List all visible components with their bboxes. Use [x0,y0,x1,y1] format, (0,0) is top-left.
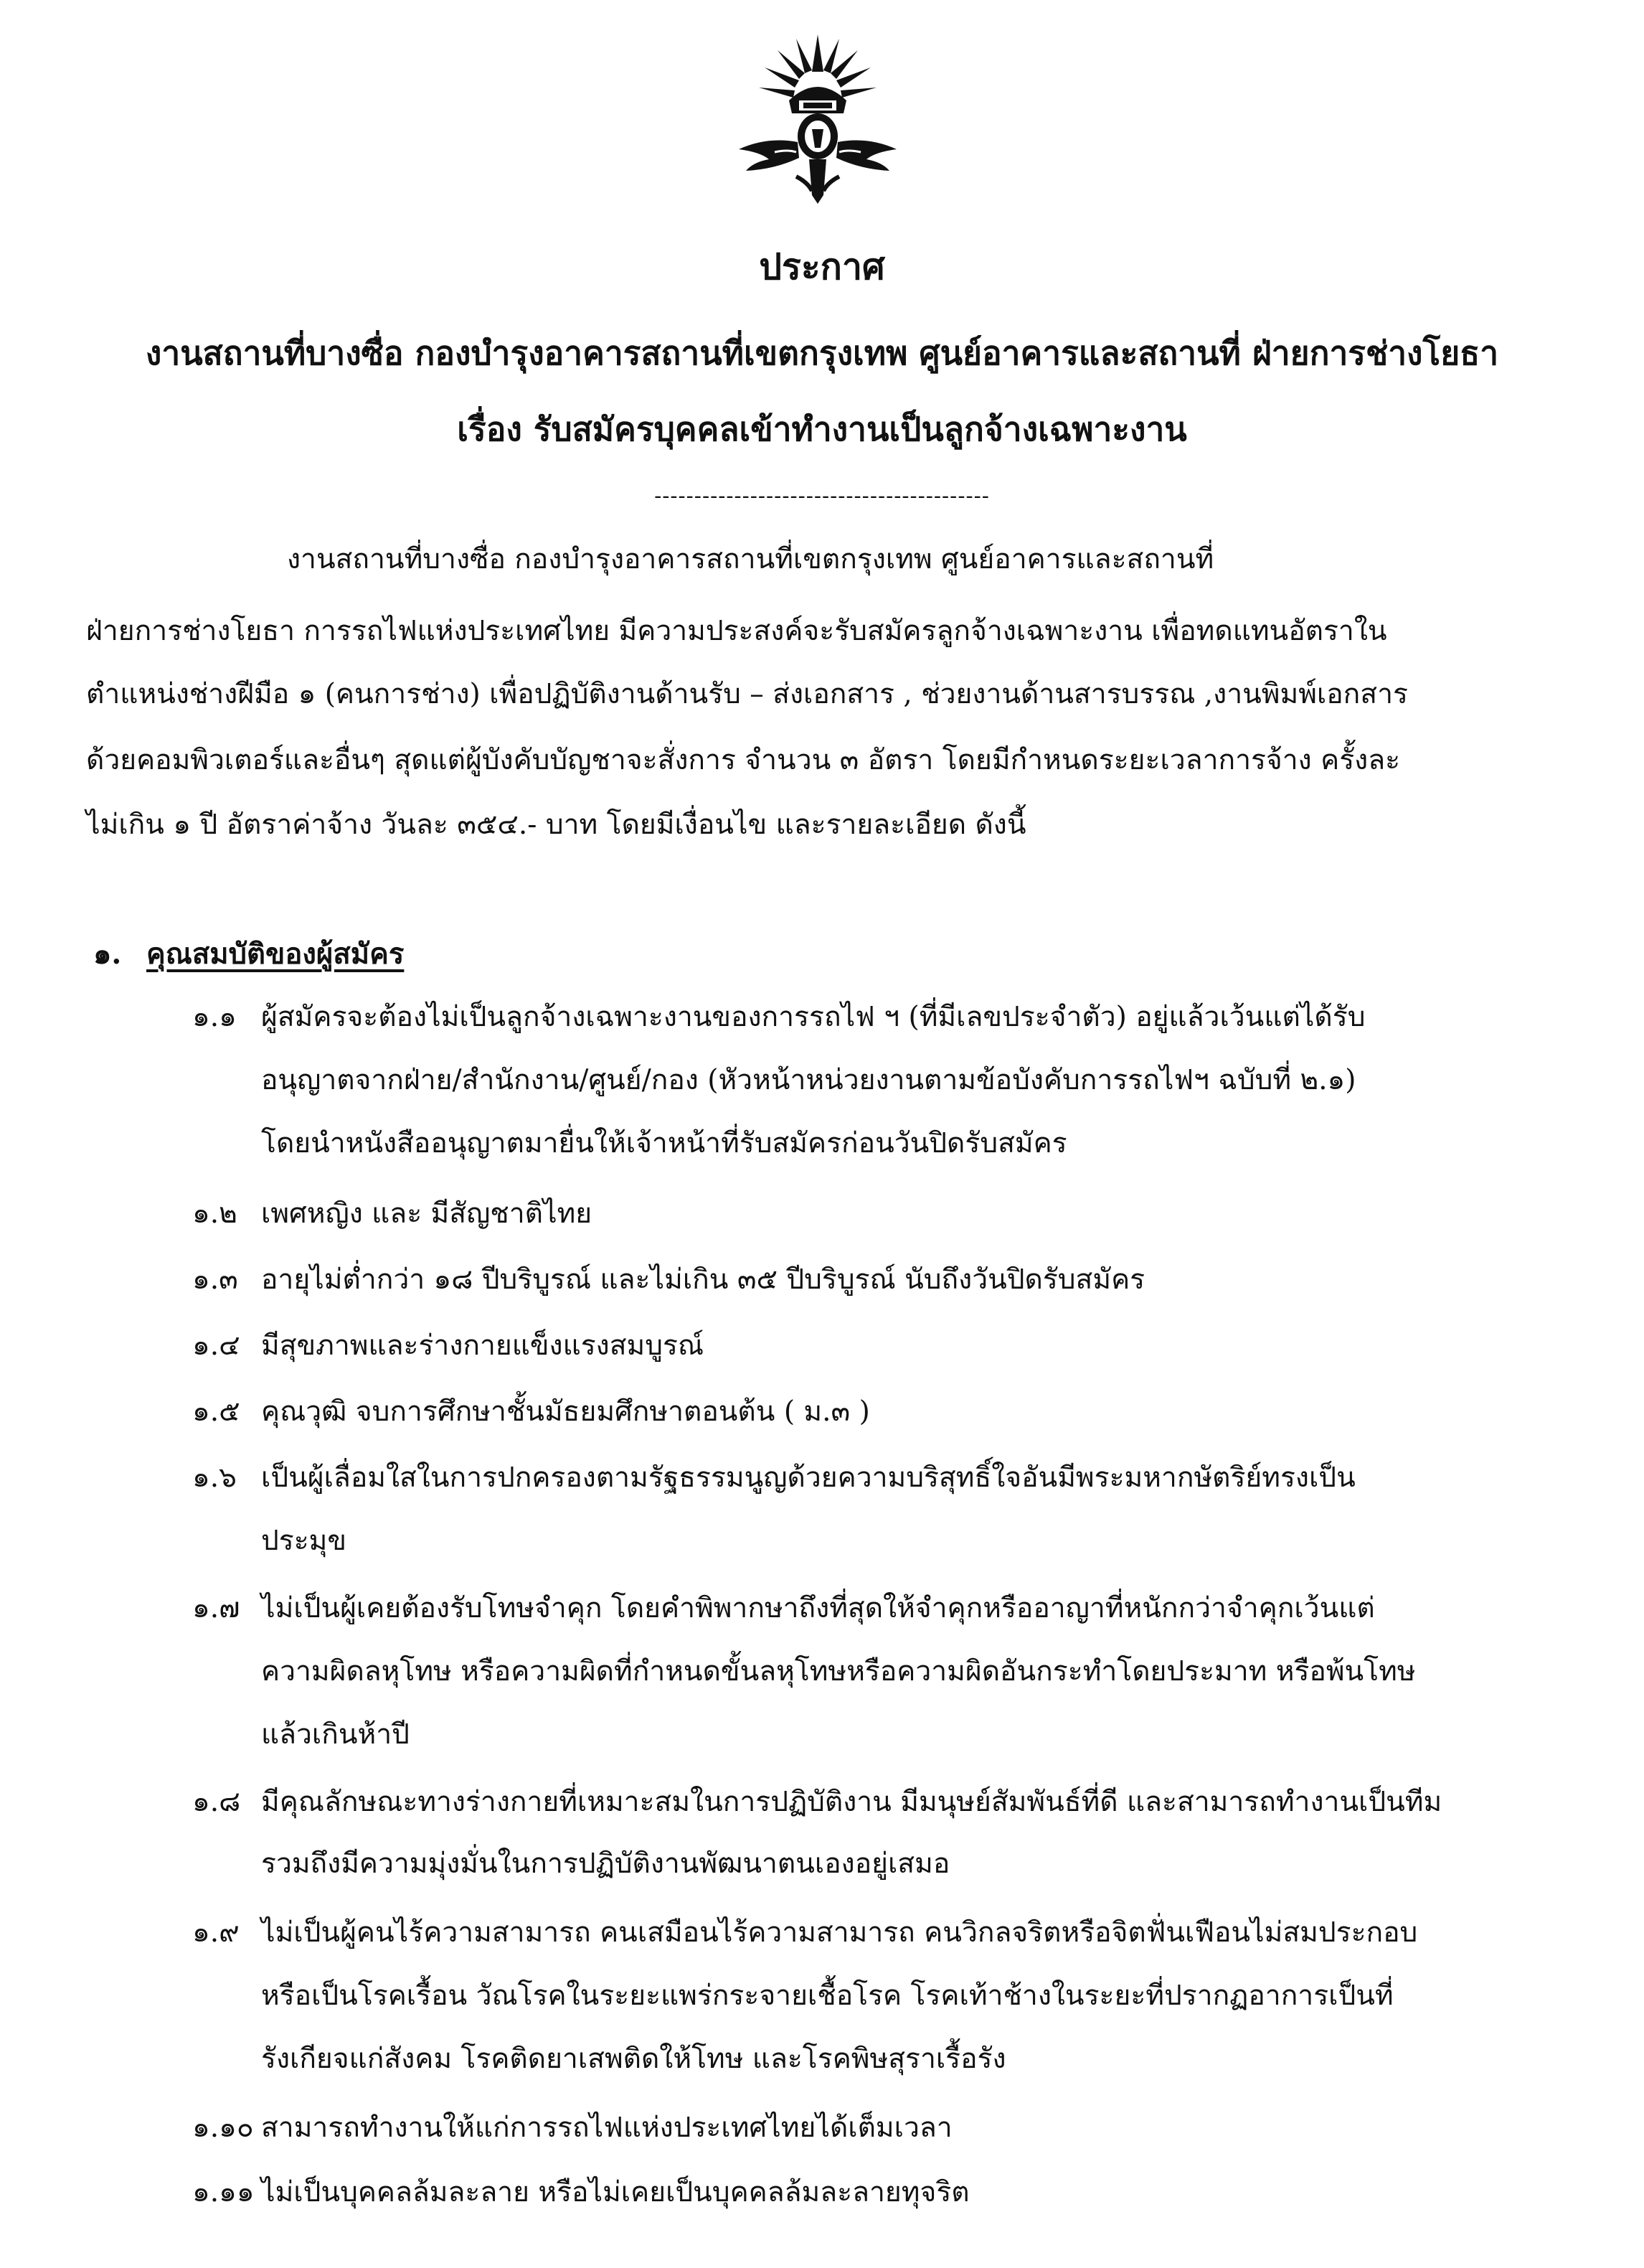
item-number: ๑.๖ [192,1462,237,1494]
item-number: ๑.๕ [192,1396,240,1428]
item-text: สามารถทำงานให้แก่การรถไฟแห่งประเทศไทยได้เต็มเวลา [261,2112,953,2144]
item-text: อายุไม่ต่ำกว่า ๑๘ ปีบริบูรณ์ และไม่เกิน ๓๕ ปีบริบูรณ์ นับถึงวันปิดรับสมัคร [261,1264,1145,1296]
item-number: ๑.๔ [192,1330,240,1362]
item-text: มีสุขภาพและร่างกายแข็งแรงสมบูรณ์ [261,1330,704,1362]
item-number: ๑.๘ [192,1786,241,1818]
item-text: ประมุข [261,1525,347,1557]
item-text: รวมถึงมีความมุ่งมั่นในการปฏิบัติงานพัฒนาตนเองอยู่เสมอ [261,1848,950,1880]
item-number: ๑.๙ [192,1916,240,1949]
item-text: ไม่เป็นบุคคลล้มละลาย หรือไม่เคยเป็นบุคคลล้มละลายทุจริต [261,2176,970,2208]
item-text: เป็นผู้เลื่อมใสในการปกครองตามรัฐธรรมนูญด้วยความบริสุทธิ์ใจอันมีพระมหากษัตริย์ทรงเป็น [261,1462,1356,1494]
item-text: อนุญาตจากฝ่าย/สำนักงาน/ศูนย์/กอง (หัวหน้าหน่วยงานตามข้อบังคับการรถไฟฯ ฉบับที่ ๒.๑) [261,1064,1356,1096]
item-number: ๑.๓ [192,1264,238,1296]
item-text: ความผิดลหุโทษ หรือความผิดที่กำหนดขั้นลหุโทษหรือความผิดอันกระทำโดยประมาท หรือพ้นโทษ [261,1655,1416,1688]
intro-line-1: งานสถานที่บางซื่อ กองบำรุงอาคารสถานที่เขตกรุงเทพ ศูนย์อาคารและสถานที่ [287,543,1214,575]
item-text: เพศหญิง และ มีสัญชาติไทย [261,1197,592,1230]
separator-line: ------------------------------------------ [654,484,990,509]
item-text: ผู้สมัครจะต้องไม่เป็นลูกจ้างเฉพาะงานของการรถไฟ ฯ (ที่มีเลขประจำตัว) อยู่แล้วเว้นแต่ได้รับ [261,1001,1366,1033]
item-number: ๑.๗ [192,1592,240,1624]
section-title: คุณสมบัติของผู้สมัคร [146,937,405,971]
item-number: ๑.๒ [192,1197,237,1230]
item-text: รังเกียจแก่สังคม โรคติดยาเสพติดให้โทษ และโรคพิษสุราเรื้อรัง [261,2043,1006,2075]
item-text: มีคุณลักษณะทางร่างกายที่เหมาะสมในการปฏิบัติงาน มีมนุษย์สัมพันธ์ที่ดี และสามารถทำงานเป็นทีม [261,1786,1442,1818]
item-text: ไม่เป็นผู้คนไร้ความสามารถ คนเสมือนไร้ความสามารถ คนวิกลจริตหรือจิตฟั่นเฟือนไม่สมประกอบ [261,1916,1418,1949]
item-text: ไม่เป็นผู้เคยต้องรับโทษจำคุก โดยคำพิพากษาถึงที่สุดให้จำคุกหรืออาญาที่หนักกว่าจำคุกเว้นแต่ [261,1592,1375,1624]
item-number: ๑.๑๐ [192,2112,254,2144]
organization-heading: งานสถานที่บางซื่อ กองบำรุงอาคารสถานที่เขตกรุงเทพ ศูนย์อาคารและสถานที่ ฝ่ายการช่างโยธา [145,334,1499,372]
item-text: แล้วเกินห้าปี [261,1718,410,1751]
intro-line-2: ฝ่ายการช่างโยธา การรถไฟแห่งประเทศไทย มีความประสงค์จะรับสมัครลูกจ้างเฉพาะงาน เพื่อทดแทนอัตราใน [86,615,1387,647]
section-1-heading [93,934,404,974]
section-number: ๑. [93,937,122,971]
subject-heading: เรื่อง รับสมัครบุคคลเข้าทำงานเป็นลูกจ้างเฉพาะงาน [457,410,1187,448]
item-number: ๑.๑ [192,1001,237,1033]
intro-line-4: ด้วยคอมพิวเตอร์และอื่นๆ สุดแต่ผู้บังคับบัญชาจะสั่งการ จำนวน ๓ อัตรา โดยมีกำหนดระยะเวลาการจ้าง ครั้งละ [86,744,1401,776]
intro-line-5: ไม่เกิน ๑ ปี อัตราค่าจ้าง วันละ ๓๕๔.- บาท โดยมีเงื่อนไข และรายละเอียด ดังนี้ [86,809,1026,841]
announcement-title: ประกาศ [759,245,885,288]
item-text: หรือเป็นโรคเรื้อน วัณโรคในระยะแพร่กระจายเชื้อโรค โรคเท้าช้างในระยะที่ปรากฏอาการเป็นที่ [261,1980,1394,2012]
intro-line-3: ตำแหน่งช่างฝีมือ ๑ (คนการช่าง) เพื่อปฏิบัติงานด้านรับ – ส่งเอกสาร , ช่วยงานด้านสารบรรณ ,งานพิมพ์เอกสาร [86,678,1408,710]
state-railway-thailand-winged-emblem-icon [724,29,911,208]
item-number: ๑.๑๑ [192,2176,255,2208]
item-text: โดยนำหนังสืออนุญาตมายื่นให้เจ้าหน้าที่รับสมัครก่อนวันปิดรับสมัคร [261,1127,1067,1159]
item-text: คุณวุฒิ จบการศึกษาชั้นมัธยมศึกษาตอนต้น ( ม.๓ ) [261,1396,870,1428]
